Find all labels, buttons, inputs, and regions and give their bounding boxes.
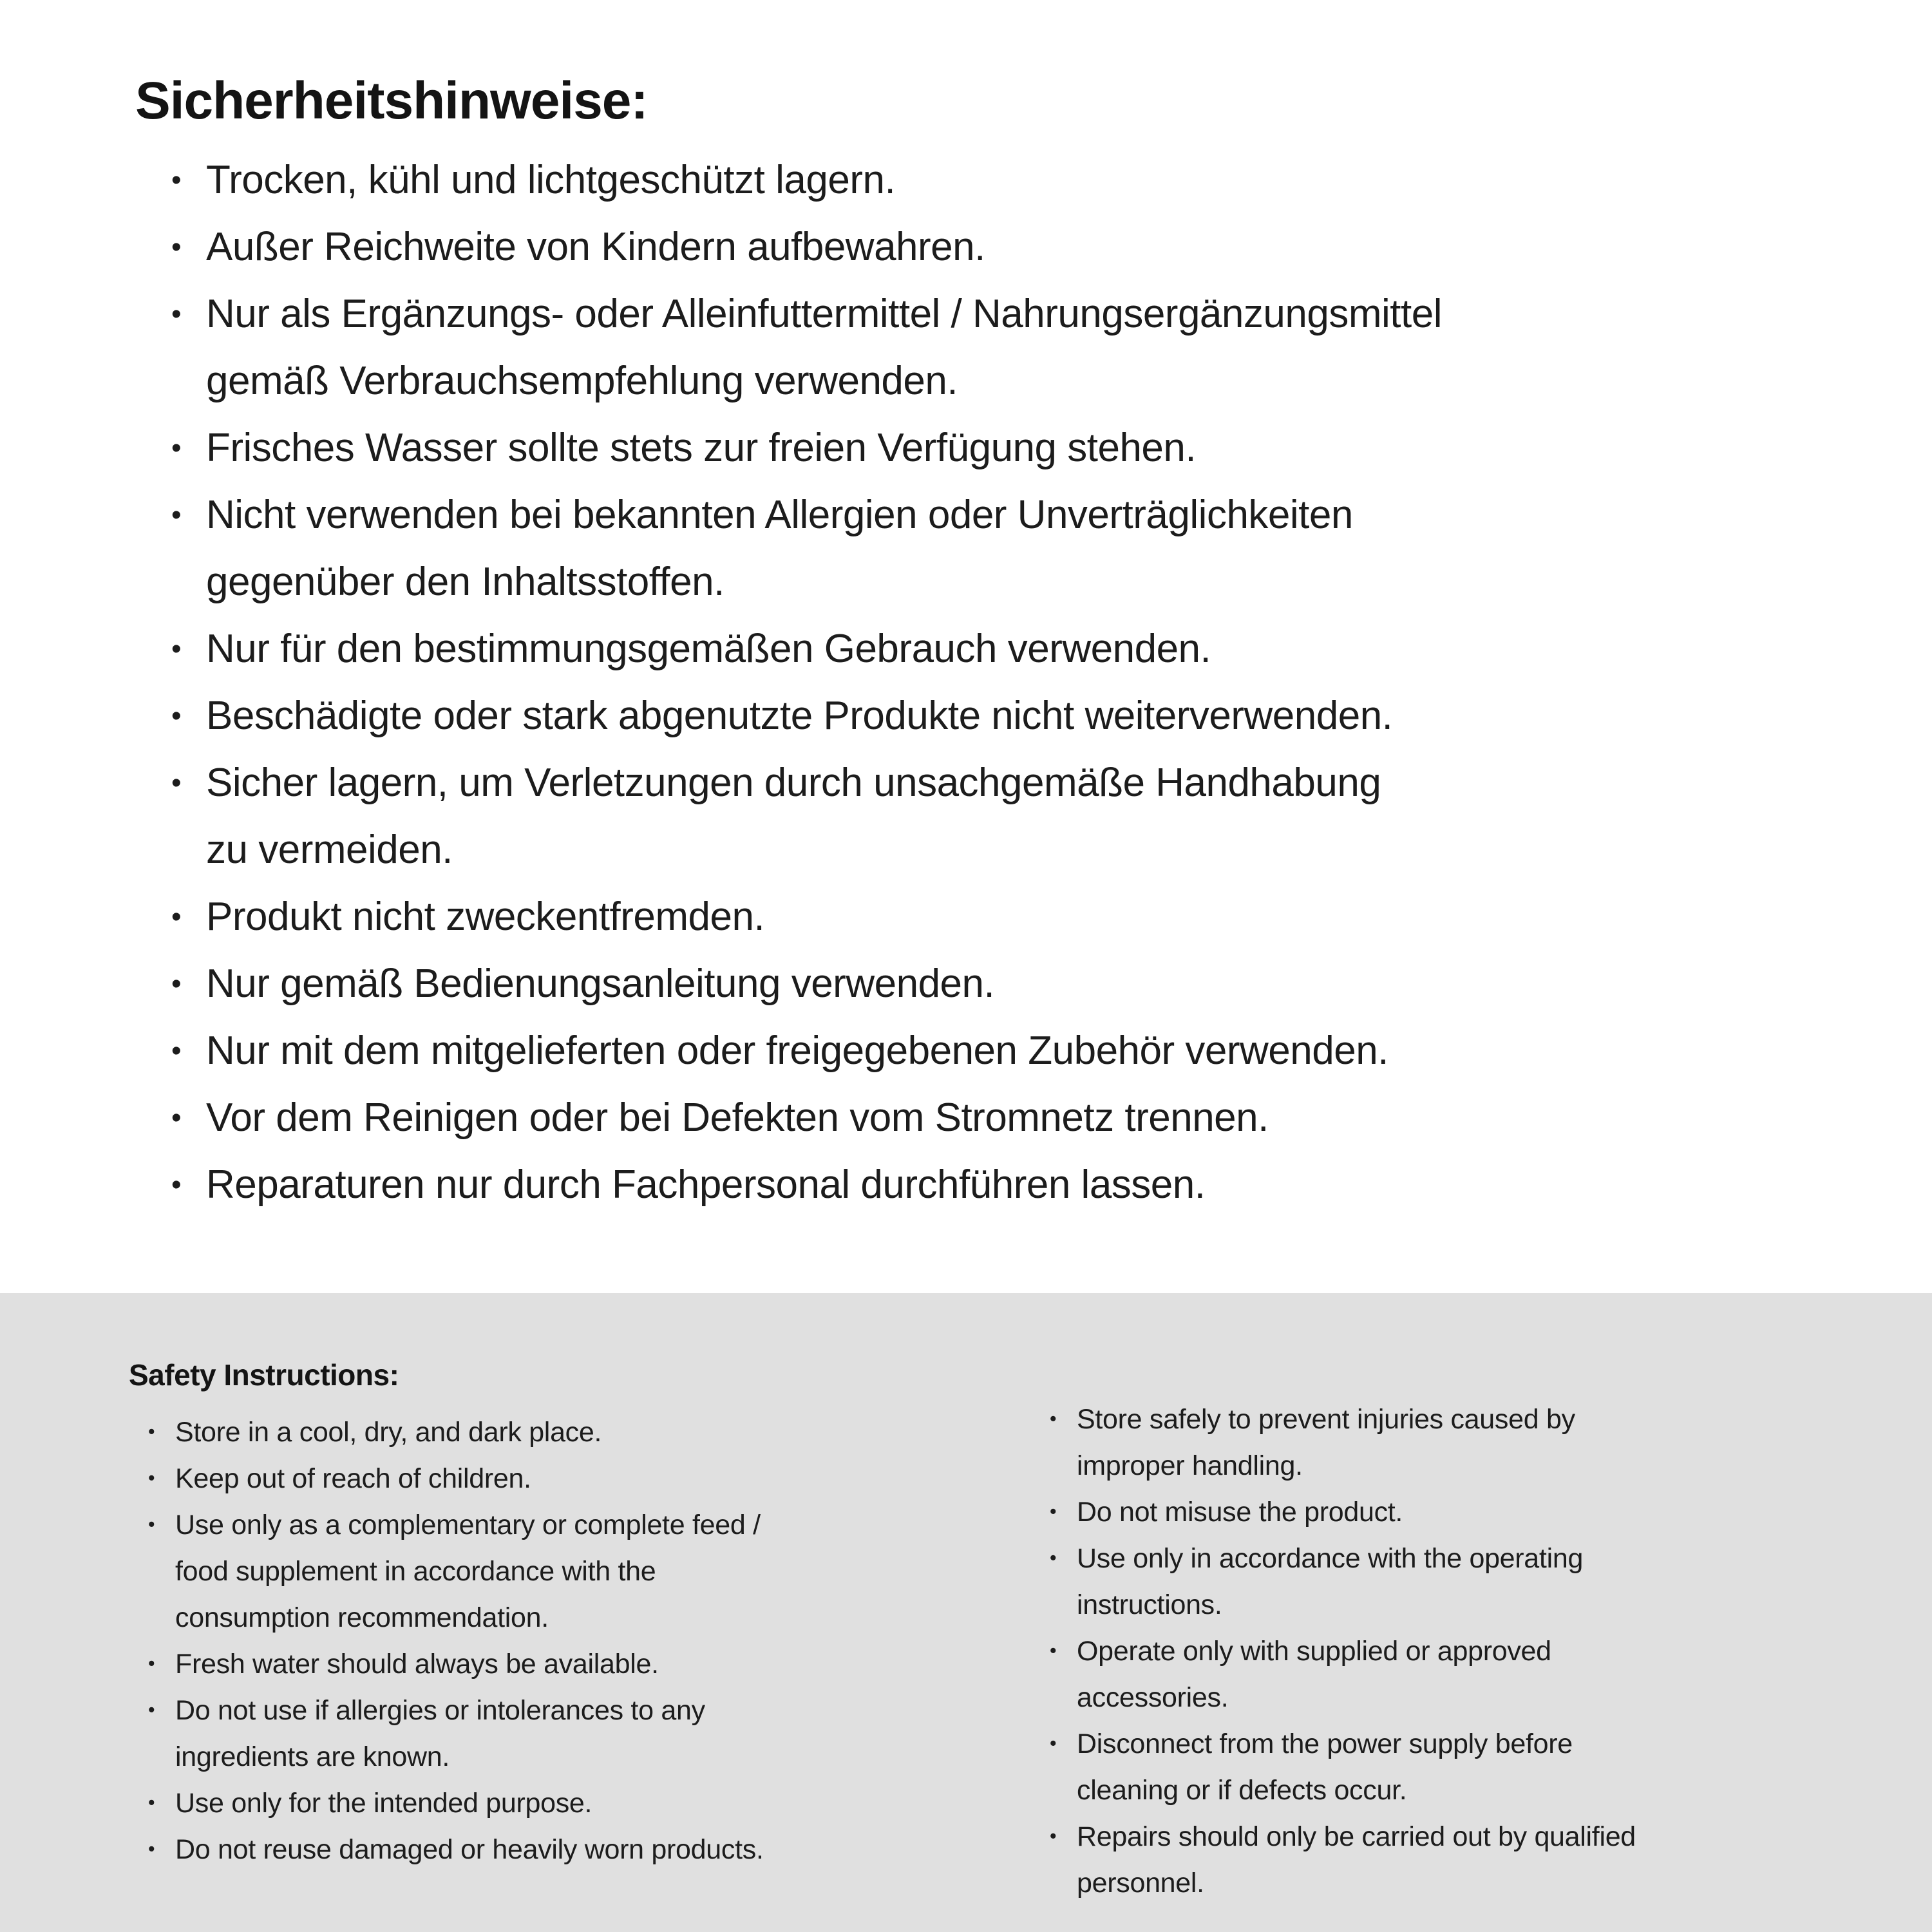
list-item-text: Produkt nicht zweckentfremden. [206, 895, 765, 939]
english-safety-section [0, 1293, 1932, 1932]
bullet-marker: • [171, 432, 182, 464]
english-safety-list-right [1030, 1396, 1900, 1906]
german-section-title: Sicherheitshinweise: [135, 71, 648, 130]
bullet-marker: • [171, 164, 182, 196]
bullet-marker: • [171, 633, 182, 665]
bullet-marker: • [171, 901, 182, 933]
list-item [171, 884, 1880, 951]
list-item-text: Use only for the intended purpose. [175, 1788, 592, 1819]
list-item [171, 1151, 1880, 1218]
bullet-marker: • [171, 968, 182, 999]
bullet-marker: • [148, 1514, 155, 1535]
bullet-marker: • [148, 1468, 155, 1489]
list-item [148, 1780, 1030, 1826]
list-item [1050, 1396, 1900, 1489]
list-item [1050, 1489, 1900, 1535]
list-item [171, 616, 1880, 683]
bullet-marker: • [1050, 1501, 1057, 1522]
list-item-text: Repairs should only be carried out by qualified personnel. [1077, 1821, 1636, 1899]
list-item-text: Do not misuse the product. [1077, 1497, 1403, 1528]
list-item-text: Do not reuse damaged or heavily worn products. [175, 1834, 764, 1865]
list-item [171, 683, 1880, 750]
list-item-text: Disconnect from the power supply before cleaning or if defects occur. [1077, 1728, 1573, 1806]
list-item-text: Nur gemäß Bedienungsanleitung verwenden. [206, 961, 995, 1006]
list-item [148, 1502, 1030, 1641]
list-item [1050, 1628, 1900, 1721]
list-item [148, 1455, 1030, 1502]
list-item-text: Nur als Ergänzungs- oder Alleinfuttermittel / Nahrungsergänzungsmittel gemäß Verbrauchsempfehlung verwenden. [206, 292, 1442, 403]
list-item [171, 482, 1880, 616]
list-item-text: Store in a cool, dry, and dark place. [175, 1417, 602, 1448]
list-item [171, 415, 1880, 482]
list-item-text: Vor dem Reinigen oder bei Defekten vom Stromnetz trennen. [206, 1095, 1269, 1140]
bullet-marker: • [1050, 1408, 1057, 1430]
bullet-marker: • [171, 298, 182, 330]
english-section-title: Safety Instructions: [129, 1358, 399, 1392]
bullet-marker: • [1050, 1548, 1057, 1569]
list-item [171, 750, 1880, 884]
bullet-marker: • [148, 1421, 155, 1443]
list-item-text: Store safely to prevent injuries caused by improper handling. [1077, 1404, 1575, 1481]
list-item [1050, 1535, 1900, 1628]
list-item-text: Nicht verwenden bei bekannten Allergien oder Unverträglichkeiten gegenüber den Inhaltsstoffen. [206, 493, 1353, 604]
list-item-text: Beschädigte oder stark abgenutzte Produkte nicht weiterverwenden. [206, 694, 1393, 738]
list-item-text: Reparaturen nur durch Fachpersonal durchführen lassen. [206, 1162, 1206, 1207]
list-item [171, 1084, 1880, 1151]
list-item [171, 1018, 1880, 1084]
english-left-column [129, 1358, 1030, 1932]
list-item-text: Do not use if allergies or intolerances to any ingredients are known. [175, 1695, 705, 1772]
bullet-marker: • [171, 499, 182, 531]
list-item [171, 147, 1880, 214]
list-item [148, 1641, 1030, 1687]
list-item-text: Keep out of reach of children. [175, 1463, 531, 1494]
bullet-marker: • [171, 1102, 182, 1133]
bullet-marker: • [1050, 1640, 1057, 1662]
list-item [171, 214, 1880, 281]
bullet-marker: • [1050, 1826, 1057, 1847]
list-item-text: Operate only with supplied or approved accessories. [1077, 1636, 1551, 1713]
list-item-text: Use only as a complementary or complete feed / food supplement in accordance with the consumption recommendation. [175, 1510, 761, 1633]
bullet-marker: • [171, 231, 182, 263]
list-item [171, 951, 1880, 1018]
english-safety-list-left [129, 1409, 1030, 1873]
list-item [148, 1826, 1030, 1873]
list-item [1050, 1814, 1900, 1906]
bullet-marker: • [148, 1839, 155, 1860]
bullet-marker: • [171, 700, 182, 732]
list-item-text: Trocken, kühl und lichtgeschützt lagern. [206, 158, 896, 202]
bullet-marker: • [1050, 1733, 1057, 1754]
list-item-text: Nur für den bestimmungsgemäßen Gebrauch verwenden. [206, 627, 1211, 671]
list-item-text: Use only in accordance with the operating instructions. [1077, 1543, 1584, 1620]
bullet-marker: • [148, 1700, 155, 1721]
german-safety-list [135, 147, 1880, 1218]
bullet-marker: • [171, 767, 182, 799]
bullet-marker: • [148, 1792, 155, 1814]
list-item [1050, 1721, 1900, 1814]
list-item-text: Frisches Wasser sollte stets zur freien Verfügung stehen. [206, 426, 1197, 470]
english-right-column [1030, 1358, 1900, 1932]
list-item-text: Sicher lagern, um Verletzungen durch unsachgemäße Handhabung zu vermeiden. [206, 761, 1381, 872]
list-item [148, 1687, 1030, 1780]
list-item-text: Außer Reichweite von Kindern aufbewahren. [206, 225, 985, 269]
list-item [148, 1409, 1030, 1455]
bullet-marker: • [171, 1169, 182, 1200]
list-item-text: Fresh water should always be available. [175, 1649, 659, 1680]
bullet-marker: • [148, 1653, 155, 1674]
bullet-marker: • [171, 1035, 182, 1066]
list-item [171, 281, 1880, 415]
list-item-text: Nur mit dem mitgelieferten oder freigegebenen Zubehör verwenden. [206, 1028, 1388, 1073]
